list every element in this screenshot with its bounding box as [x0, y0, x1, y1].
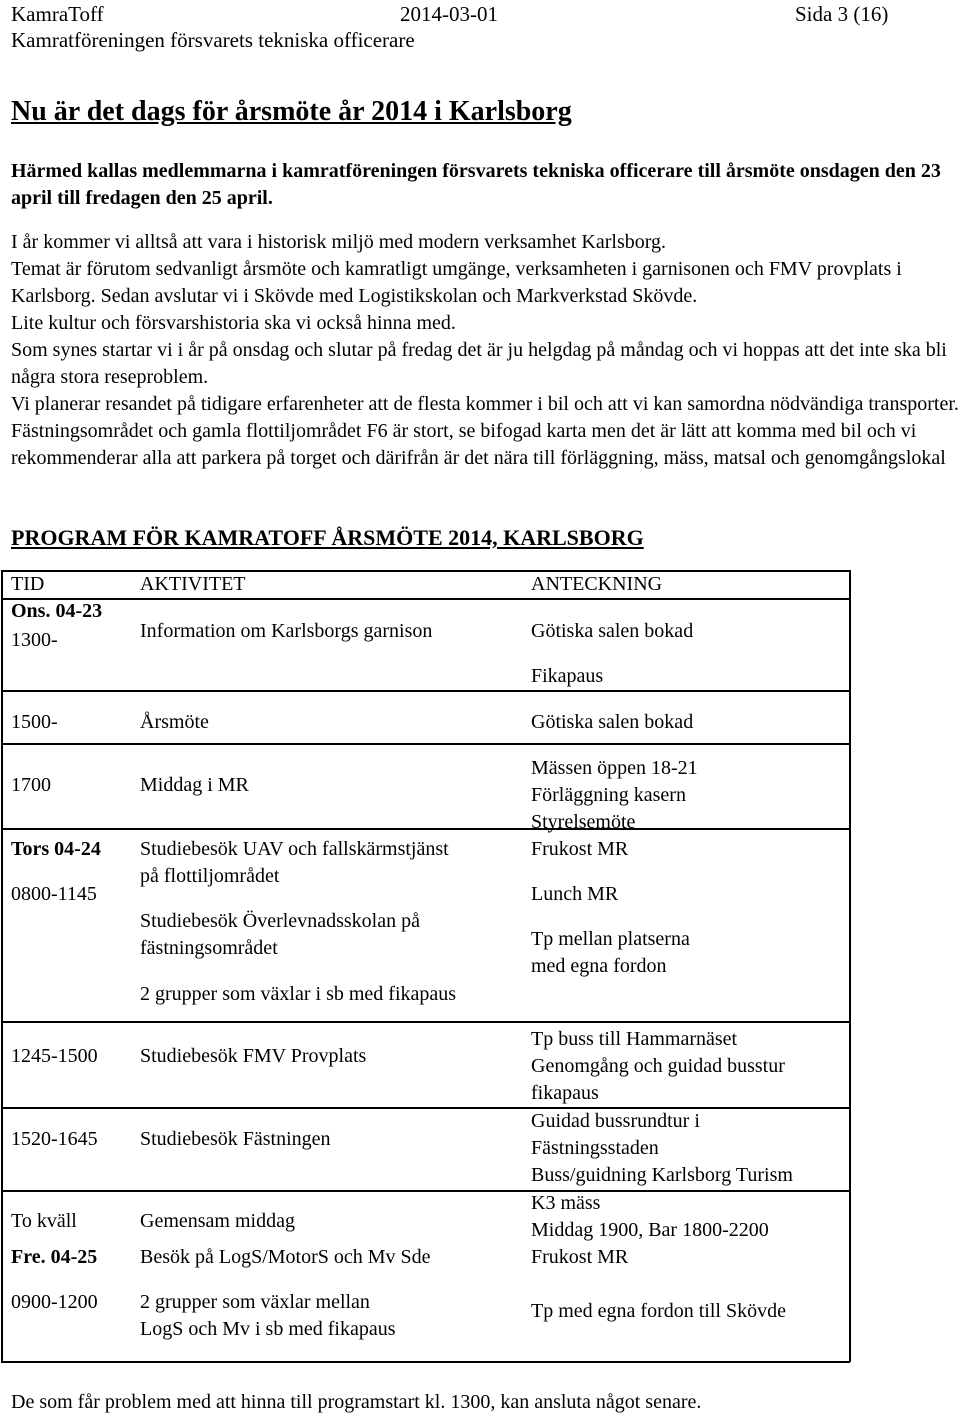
- table-cell-note: med egna fordon: [531, 955, 667, 977]
- table-cell-note: Tp mellan platserna: [531, 928, 690, 950]
- table-cell-note: Guidad bussrundtur i: [531, 1110, 700, 1132]
- table-cell-note: Frukost MR: [531, 1246, 629, 1268]
- table-border: [1, 598, 850, 600]
- column-header-activity: AKTIVITET: [140, 573, 246, 595]
- table-cell-activity: Besök på LogS/MotorS och Mv Sde: [140, 1246, 431, 1268]
- table-cell-note: Fästningsstaden: [531, 1137, 659, 1159]
- table-cell-time: 1700: [11, 774, 51, 796]
- table-cell-note: Tp med egna fordon till Skövde: [531, 1300, 786, 1322]
- table-cell-activity: Studiebesök FMV Provplats: [140, 1045, 367, 1067]
- header-subtitle: Kamratföreningen försvarets tekniska officerare: [11, 28, 415, 52]
- table-border: [1, 1190, 850, 1192]
- table-cell-time: 1520-1645: [11, 1128, 98, 1150]
- table-border: [1, 690, 850, 692]
- table-cell-note: Förläggning kasern: [531, 784, 686, 806]
- column-header-time: TID: [11, 573, 45, 595]
- table-cell-activity: LogS och Mv i sb med fikapaus: [140, 1318, 396, 1340]
- table-cell-time: 1500-: [11, 711, 58, 733]
- table-border: [1, 828, 850, 830]
- table-cell-activity: 2 grupper som växlar mellan: [140, 1291, 370, 1313]
- table-cell-activity: Studiebesök Fästningen: [140, 1128, 331, 1150]
- header-page-number: Sida 3 (16): [795, 2, 889, 26]
- table-cell-note: Styrelsemöte: [531, 811, 636, 833]
- table-cell-note: Buss/guidning Karlsborg Turism: [531, 1164, 793, 1186]
- table-cell-time: 1245-1500: [11, 1045, 98, 1067]
- table-cell-note: Tp buss till Hammarnäset: [531, 1028, 738, 1050]
- table-border: [1, 570, 3, 1362]
- table-cell-activity: på flottiljområdet: [140, 865, 280, 887]
- table-cell-activity: Studiebesök UAV och fallskärmstjänst: [140, 838, 449, 860]
- table-cell-activity: Studiebesök Överlevnadsskolan på: [140, 910, 420, 932]
- table-cell-note: Lunch MR: [531, 883, 619, 905]
- table-cell-note: Middag 1900, Bar 1800-2200: [531, 1219, 769, 1241]
- paragraph: Temat är förutom sedvanligt årsmöte och kamratligt umgänge, verksamheten i garnisonen och FMV provplats i Karlsborg. Sedan avslutar vi i Skövde med Logistikskolan och Markverkstad Skövde.: [11, 258, 902, 307]
- table-cell-time: 1300-: [11, 629, 58, 651]
- table-cell-time: 0900-1200: [11, 1291, 98, 1313]
- table-border: [1, 570, 850, 572]
- header-organization: KamraToff: [11, 2, 104, 26]
- table-border: [1, 1107, 850, 1109]
- table-border: [1, 1021, 850, 1023]
- table-cell-activity: Gemensam middag: [140, 1210, 295, 1232]
- table-cell-activity: 2 grupper som växlar i sb med fikapaus: [140, 983, 457, 1005]
- column-header-note: ANTECKNING: [531, 573, 663, 595]
- table-cell-note: Fikapaus: [531, 665, 604, 687]
- table-cell-note: Mässen öppen 18-21: [531, 757, 698, 779]
- header-date: 2014-03-01: [400, 2, 498, 26]
- table-cell-day: Ons. 04-23: [11, 600, 103, 622]
- page-title: Nu är det dags för årsmöte år 2014 i Karlsborg: [11, 96, 572, 127]
- table-cell-note: Götiska salen bokad: [531, 620, 694, 642]
- table-cell-note: fikapaus: [531, 1082, 599, 1104]
- table-cell-activity: Middag i MR: [140, 774, 249, 796]
- table-cell-activity: fästningsområdet: [140, 937, 278, 959]
- table-cell-day: Tors 04-24: [11, 838, 101, 860]
- paragraph: Vi planerar resandet på tidigare erfarenheter att de flesta kommer i bil och att vi kan samordna nödvändiga transporter. Fästningsområdet och gamla flottiljområdet F6 är stort, se bifogad karta men det är lätt att komma med bil och vi rekommenderar alla att parkera på torget och därifrån är det nära till förläggning, mäss, matsal och genomgångslokal: [11, 393, 959, 469]
- paragraph: Som synes startar vi i år på onsdag och slutar på fredag det är ju helgdag på måndag och vi hoppas att det inte ska bli några stora reseproblem.: [11, 339, 947, 388]
- program-title: PROGRAM FÖR KAMRATOFF ÅRSMÖTE 2014, KARLSBORG: [11, 525, 644, 550]
- table-cell-activity: Årsmöte: [140, 711, 209, 733]
- table-cell-time: 0800-1145: [11, 883, 97, 905]
- table-cell-activity: Information om Karlsborgs garnison: [140, 620, 433, 642]
- intro-text: Härmed kallas medlemmarna i kamratföreningen försvarets tekniska officerare till årsmöte onsdagen den 23 april till fredagen den 25 april.: [11, 160, 941, 209]
- table-border: [849, 570, 851, 1362]
- table-border: [1, 1361, 850, 1363]
- paragraph: I år kommer vi alltså att vara i historisk miljö med modern verksamhet Karlsborg.: [11, 231, 667, 253]
- table-cell-note: Götiska salen bokad: [531, 711, 694, 733]
- table-cell-note: K3 mäss: [531, 1192, 601, 1214]
- table-cell-note: Genomgång och guidad busstur: [531, 1055, 785, 1077]
- footer-note: De som får problem med att hinna till programstart kl. 1300, kan ansluta något senare.: [11, 1391, 702, 1413]
- table-cell-note: Frukost MR: [531, 838, 629, 860]
- table-border: [1, 743, 850, 745]
- paragraph: Lite kultur och försvarshistoria ska vi också hinna med.: [11, 312, 456, 334]
- body-text: [11, 229, 959, 472]
- table-cell-time: To kväll: [11, 1210, 77, 1232]
- table-cell-day: Fre. 04-25: [11, 1246, 98, 1268]
